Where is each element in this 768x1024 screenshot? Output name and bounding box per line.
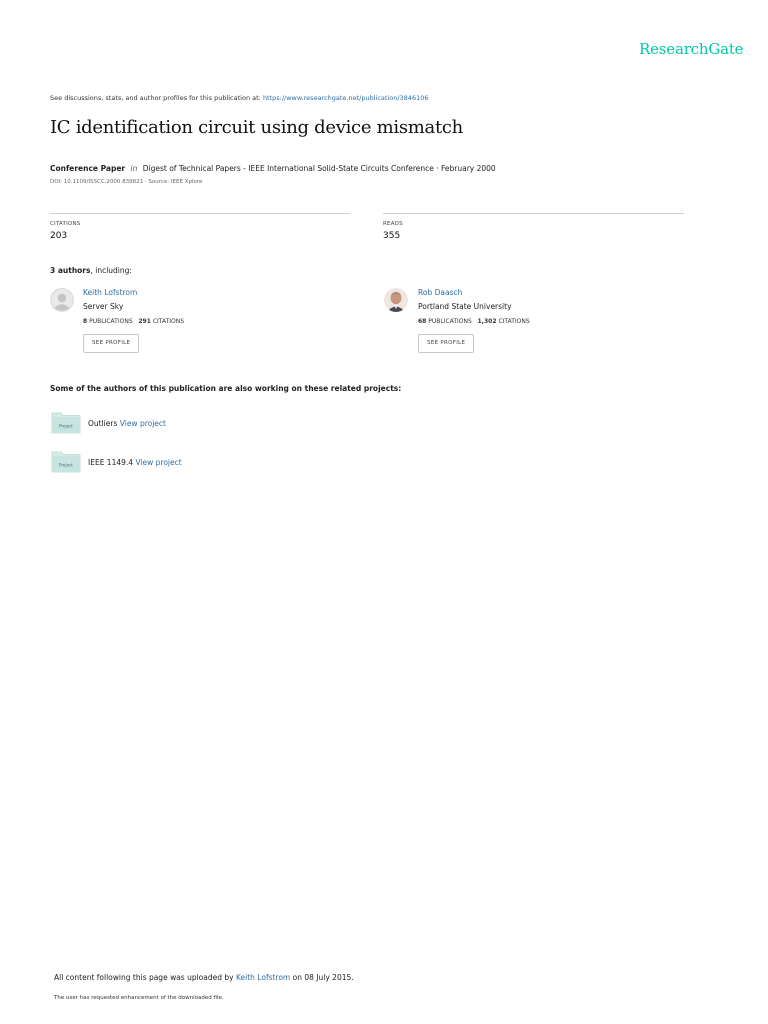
upload-suffix: on 08 July 2015. bbox=[292, 973, 354, 982]
citations-label: CITATIONS bbox=[152, 318, 185, 325]
publication-venue[interactable]: Digest of Technical Papers - IEEE International Solid-State Circuits Conference · February 2000 bbox=[142, 164, 496, 173]
author-photo-icon bbox=[384, 288, 408, 312]
citations-value: 203 bbox=[50, 231, 68, 241]
view-project-link[interactable]: View project bbox=[135, 458, 182, 467]
folder-icon bbox=[51, 410, 81, 434]
authors-heading bbox=[50, 266, 132, 275]
page-title: IC identification circuit using device mismatch bbox=[50, 117, 463, 138]
publications-count: 8 bbox=[83, 318, 88, 325]
publication-info bbox=[50, 164, 496, 173]
project-name: IEEE 1149.4 bbox=[88, 458, 134, 467]
author-name-rob-daasch[interactable]: Rob Daasch bbox=[418, 288, 463, 297]
publication-kind: Conference Paper bbox=[50, 164, 126, 173]
default-avatar-icon bbox=[50, 288, 74, 312]
citations-count: 291 bbox=[138, 318, 151, 325]
publications-label: PUBLICATIONS bbox=[428, 318, 472, 325]
project-folder-icon[interactable] bbox=[51, 449, 81, 473]
authors-count: 3 authors bbox=[50, 266, 91, 275]
reads-divider bbox=[383, 213, 684, 214]
enhancement-note: The user has requested enhancement of the downloaded file. bbox=[54, 995, 224, 1001]
project-folder-icon[interactable] bbox=[51, 410, 81, 434]
publication-url-link[interactable]: https://www.researchgate.net/publication/3846106 bbox=[262, 94, 429, 102]
project-row bbox=[88, 419, 166, 428]
publications-label: PUBLICATIONS bbox=[89, 318, 133, 325]
see-profile-button[interactable]: SEE PROFILE bbox=[418, 334, 474, 353]
upload-note bbox=[54, 973, 354, 982]
discussion-prefix: See discussions, stats, and author profiles for this publication at: bbox=[50, 94, 261, 102]
uploader-link[interactable]: Keith Lofstrom bbox=[235, 973, 291, 982]
author-stats bbox=[83, 318, 184, 325]
discussion-line bbox=[50, 94, 428, 102]
citations-count: 1,302 bbox=[477, 318, 497, 325]
view-project-link[interactable]: View project bbox=[119, 419, 166, 428]
avatar-rob-daasch[interactable] bbox=[384, 288, 408, 312]
author-name-keith-lofstrom[interactable]: Keith Lofstrom bbox=[83, 288, 138, 297]
doi-line: DOI: 10.1109/ISSCC.2000.839821 · Source: IEEE Xplore bbox=[50, 179, 203, 185]
author-stats bbox=[418, 318, 530, 325]
publication-in-word: in bbox=[130, 164, 138, 173]
avatar-keith-lofstrom[interactable] bbox=[50, 288, 74, 312]
see-profile-button[interactable]: SEE PROFILE bbox=[83, 334, 139, 353]
project-name: Outliers bbox=[88, 419, 118, 428]
researchgate-logo[interactable]: ResearchGate bbox=[639, 40, 744, 58]
upload-prefix: All content following this page was uploaded by bbox=[54, 973, 234, 982]
citations-label: CITATIONS bbox=[498, 318, 530, 325]
citations-label: CITATIONS bbox=[50, 221, 81, 227]
author-affiliation: Portland State University bbox=[418, 302, 512, 311]
folder-label: Project bbox=[59, 462, 73, 468]
publications-count: 68 bbox=[418, 318, 427, 325]
folder-label: Project bbox=[59, 423, 73, 429]
related-projects-heading: Some of the authors of this publication are also working on these related projects: bbox=[50, 384, 402, 393]
author-affiliation: Server Sky bbox=[83, 302, 124, 311]
project-row bbox=[88, 458, 182, 467]
folder-icon bbox=[51, 449, 81, 473]
authors-suffix: , including: bbox=[90, 266, 132, 275]
reads-label: READS bbox=[383, 221, 403, 227]
citations-divider bbox=[50, 213, 350, 214]
reads-value: 355 bbox=[383, 231, 401, 241]
